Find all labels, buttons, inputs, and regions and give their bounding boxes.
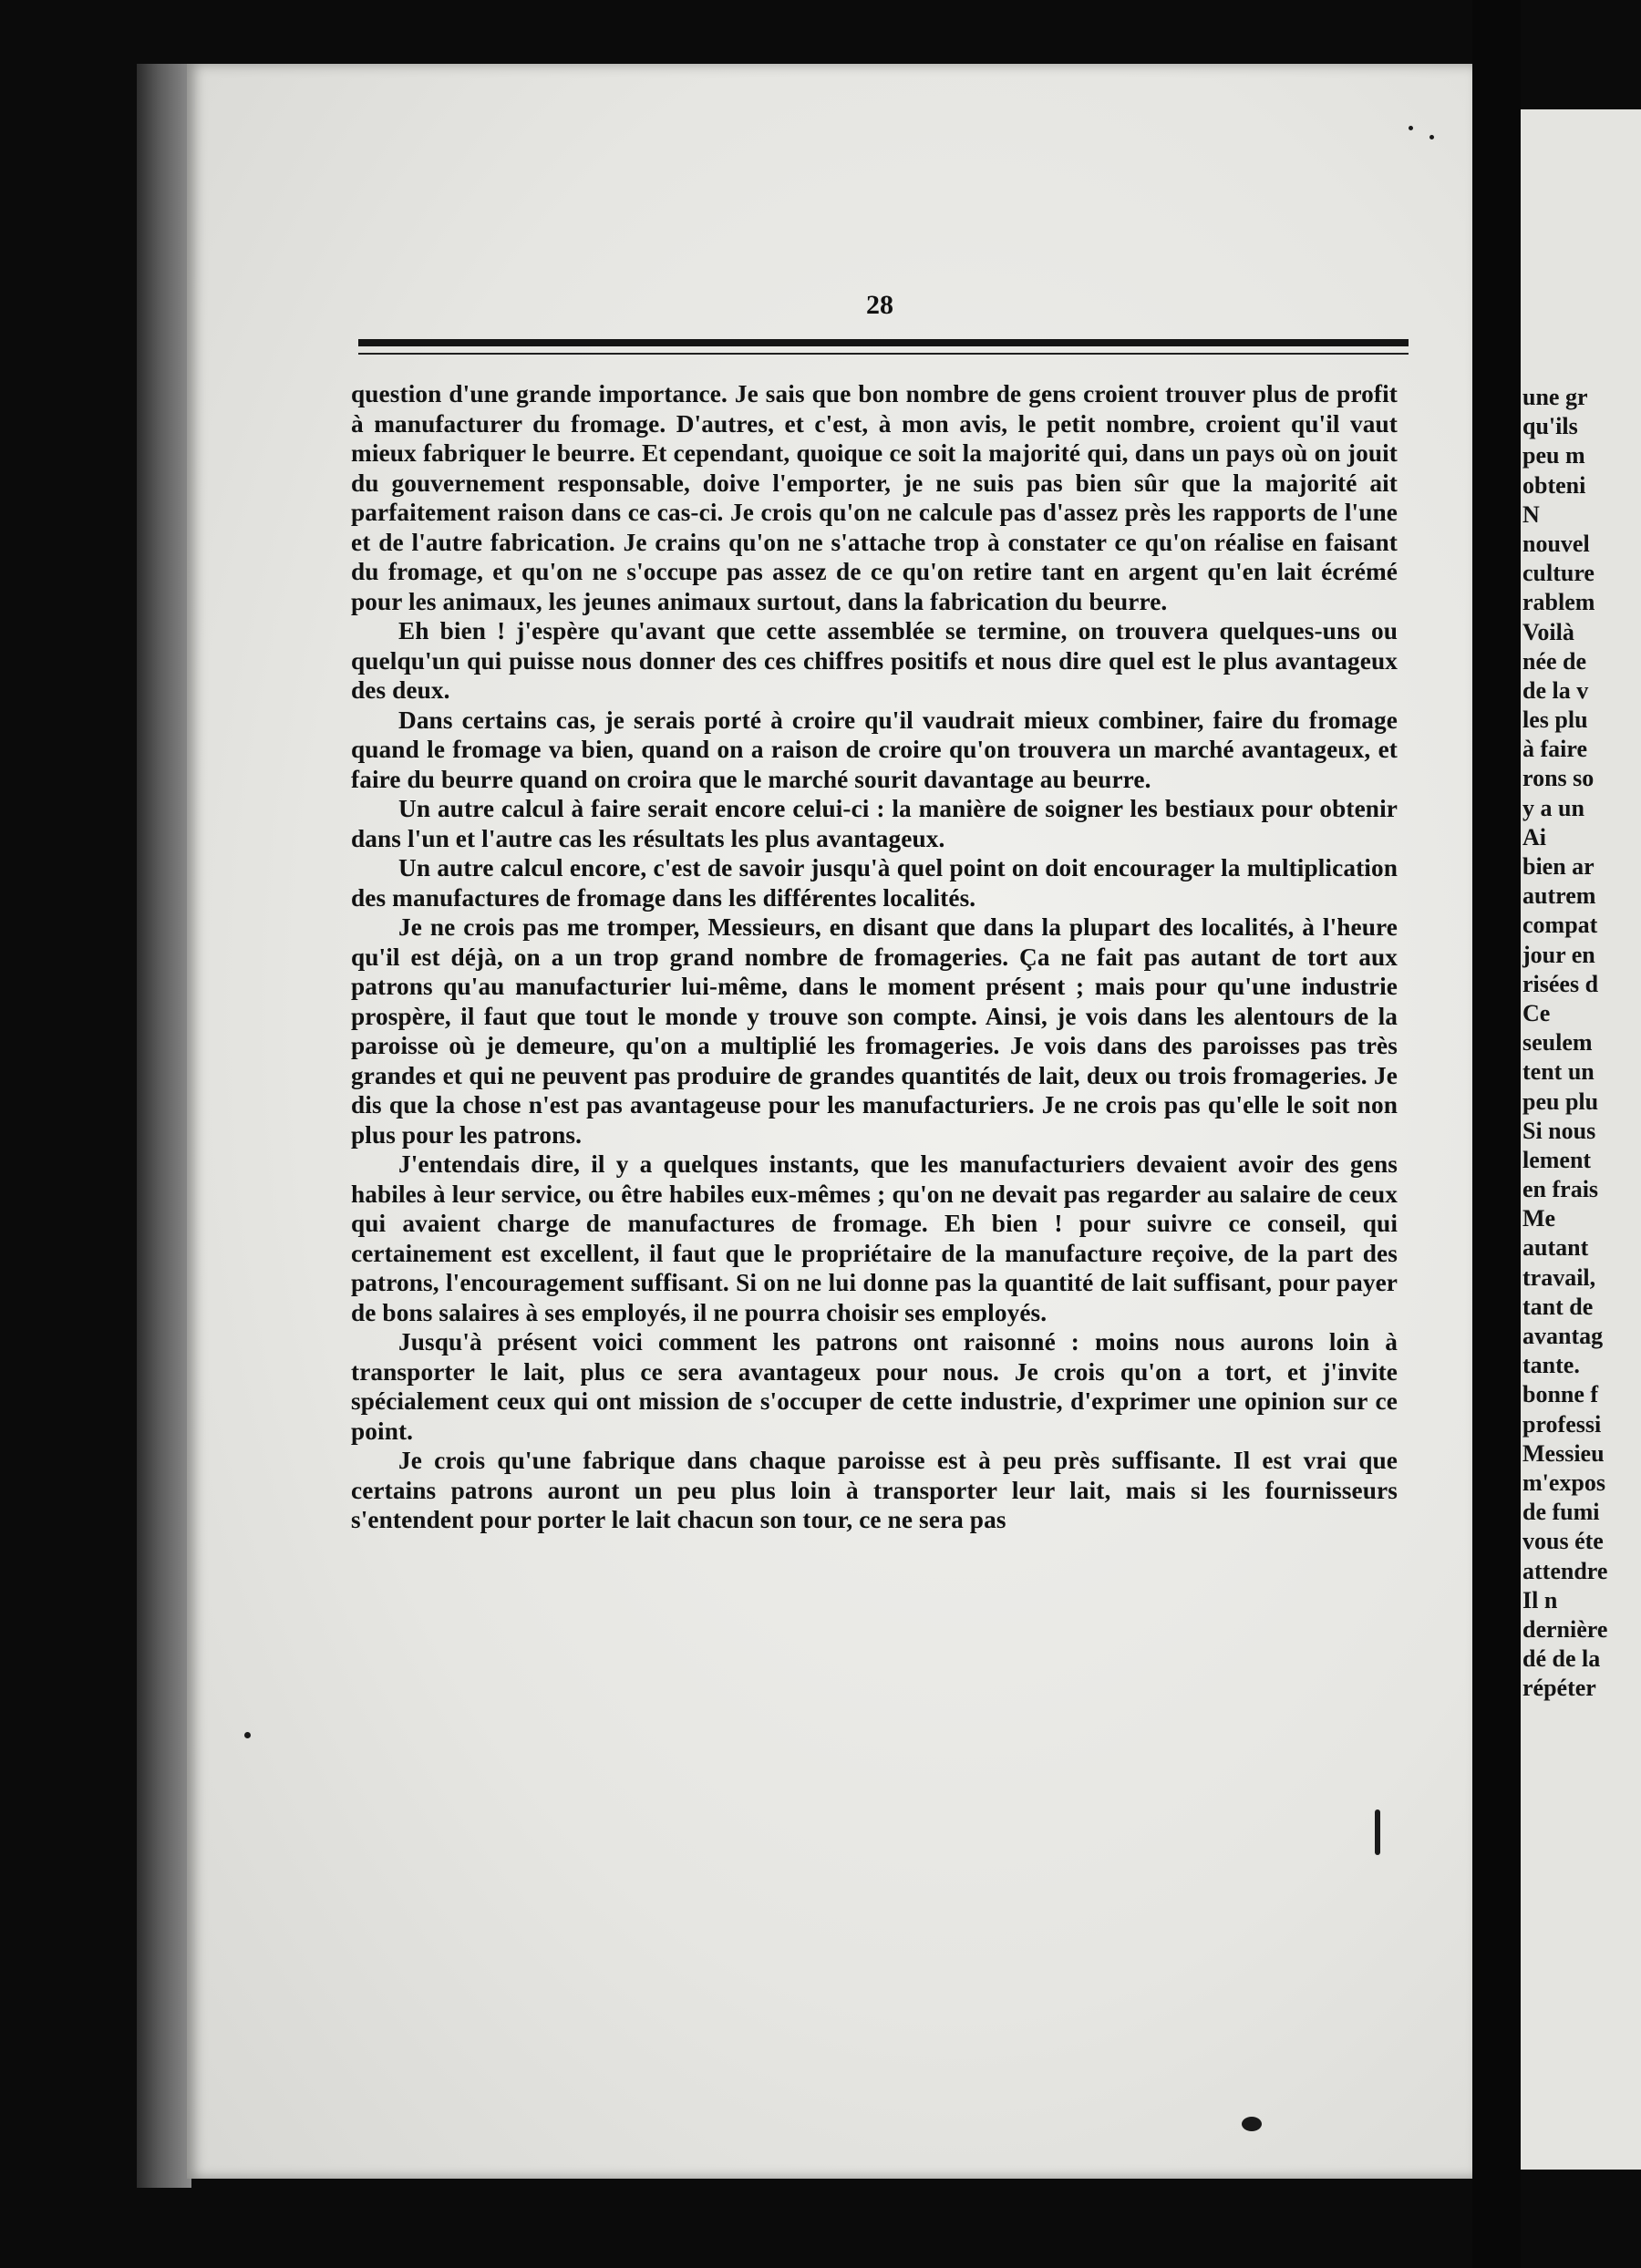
page-body [351,379,1398,1535]
paragraph: Dans certains cas, je serais porté à croire qu'il vaudrait mieux combiner, faire du fromage quand le fromage va bien, quand on a raison de croire qu'on trouvera un marché avantageux, et faire du beurre quand on croira que le marché sourit davantage au beurre. [351,706,1398,793]
facing-page-line: dé de la [1522,1645,1601,1673]
paragraph: question d'une grande importance. Je sais que bon nombre de gens croient trouver plus de profit à manufacturer du fromage. D'autres, et c'est, à mon avis, le petit nombre, croient qu'il vaut mieux fabriquer le beurre. Et cependant, quoique ce soit la majorité qui, dans un pays où on jouit du gouvernement responsable, doive l'emporter, je ne suis pas bien sûr que la majorité ait parfaitement raison dans ce cas-ci. Je crois qu'on ne calcule pas d'assez près les rapports de l'une et de l'autre fabrication. Je crains qu'on ne s'attache trop à constater ce qu'on réalise en faisant du fromage, et qu'on ne s'occupe pas assez de ce qu'on retire tant en argent qu'en lait écrémé pour les animaux, les jeunes animaux surtout, dans la fabrication du beurre. [351,380,1398,615]
facing-page-line: N [1522,500,1540,528]
facing-page-line: Il n [1522,1586,1558,1613]
paragraph: Un autre calcul encore, c'est de savoir jusqu'à quel point on doit encourager la multiplication des manufactures de fromage dans les différentes localités. [351,854,1398,912]
facing-page-line: Messieu [1522,1439,1605,1467]
facing-page-line: rons so [1522,765,1595,792]
facing-page-line: nouvel [1522,530,1590,557]
header-rule-thick [358,339,1409,346]
facing-page-line: les plu [1522,706,1588,734]
facing-page-line: à faire [1522,736,1587,763]
facing-page-line: Ce [1522,999,1551,1026]
facing-page-line: en frais [1522,1176,1599,1203]
facing-page-line: compat [1522,912,1598,939]
facing-page-line: peu m [1522,442,1585,469]
facing-page-line: Si nous [1522,1117,1596,1144]
ink-speck [1375,1809,1380,1855]
facing-page-line: obteni [1522,471,1586,499]
facing-page-line: attendre [1522,1557,1608,1584]
facing-page-line: bien ar [1522,853,1595,880]
paragraph: Je crois qu'une fabrique dans chaque paroisse est à peu près suffisante. Il est vrai que certains patrons auront un peu plus loin à transporter leur lait, mais si les fournisseurs s'entendent pour porter le lait chacun son tour, ce ne sera pas [351,1447,1398,1533]
facing-page-line: tante. [1522,1352,1580,1379]
facing-page-text [1522,383,1641,1703]
facing-page-line: Ai [1522,823,1546,850]
facing-page-line: culture [1522,560,1595,587]
facing-page-line: seulem [1522,1029,1593,1057]
facing-page-line: bonne f [1522,1381,1599,1408]
facing-page-line: de la v [1522,676,1589,704]
facing-page-line: lement [1522,1146,1592,1173]
facing-page-line: née de [1522,647,1587,675]
facing-page-line: tent un [1522,1058,1595,1086]
facing-page-line: Me [1522,1205,1556,1232]
facing-page [1521,109,1641,2170]
facing-page-line: de fumi [1522,1499,1600,1526]
facing-page-line: risées d [1522,970,1599,997]
facing-page-line: travail, [1522,1263,1596,1291]
facing-page-line: avantag [1522,1323,1604,1349]
book-page-edges [137,64,191,2188]
paragraph: Je ne crois pas me tromper, Messieurs, en disant que dans la plupart des localités, à l'heure qu'il est déjà, on a un trop grand nombre de fromageries. Ça ne fait pas autant de tort aux patrons qu'au manufacturier lui-même, dans le moment présent ; mais pour qu'une industrie prospère, il faut que tout le monde y trouve son compte. Ainsi, je vois dans les alentours de la paroisse où je demeure, qu'on a multiplié les fromageries. Je vois dans des paroisses pas très grandes et qui ne peuvent pas produire de grandes quantités de lait, deux ou trois fromageries. Je dis que la chose n'est pas avantageuse pour les manufacturiers. Je ne crois pas qu'elle le soit non plus pour les patrons. [351,913,1398,1149]
ink-speck [1429,135,1434,139]
facing-page-line: qu'ils [1522,413,1578,440]
paragraph: Jusqu'à présent voici comment les patrons ont raisonné : moins nous aurons loin à transporter le lait, plus ce sera avantageux pour nous. Je crois qu'on a tort, et j'invite spécialement ceux qui ont mission de s'occuper de cette industrie, d'exprimer une opinion sur ce point. [351,1328,1398,1445]
paragraph: J'entendais dire, il y a quelques instants, que les manufacturiers devaient avoir des gens habiles à leur service, ou être habiles eux-mêmes ; qu'on ne devait pas regarder au salaire de ceux qui avaient charge de manufactures de fromage. Eh bien ! pour suivre ce conseil, qui certainement est excellent, il faut que le propriétaire de la manufacture reçoive, de la part des patrons, l'encouragement suffisant. Si on ne lui donne pas la quantité de lait suffisant, pour payer de bons salaires à ses employés, il ne pourra choisir ses employés. [351,1150,1398,1326]
paragraph: Un autre calcul à faire serait encore celui-ci : la manière de soigner les bestiaux pour obtenir dans l'un et l'autre cas les résultats les plus avantageux. [351,795,1398,852]
facing-page-line: y a un [1522,794,1584,821]
ink-speck [1409,126,1413,130]
facing-page-line: répéter [1522,1675,1596,1702]
facing-page-line: rablem [1522,589,1595,616]
facing-page-line: Voilà [1522,618,1574,645]
facing-page-line: autant [1522,1234,1589,1262]
ink-speck [244,1732,251,1738]
book-gutter [1472,0,1521,2268]
facing-page-line: autrem [1522,882,1596,910]
facing-page-line: professi [1522,1410,1602,1438]
facing-page-line: une gr [1522,384,1588,410]
paragraph: Eh bien ! j'espère qu'avant que cette assemblée se termine, on trouvera quelques-uns ou quelqu'un qui puisse nous donner des ces chiffres positifs et nous dire quel est le plus avantageux des deux. [351,617,1398,704]
ink-speck [1242,2117,1262,2131]
facing-page-line: vous éte [1522,1528,1604,1555]
facing-page-line: dernière [1522,1615,1608,1643]
facing-page-line: peu plu [1522,1088,1599,1115]
facing-page-line: jour en [1522,941,1595,968]
facing-page-line: m'expos [1522,1469,1605,1496]
header-rule-thin [358,353,1409,355]
facing-page-line: tant de [1522,1293,1594,1320]
page-number: 28 [866,290,893,320]
